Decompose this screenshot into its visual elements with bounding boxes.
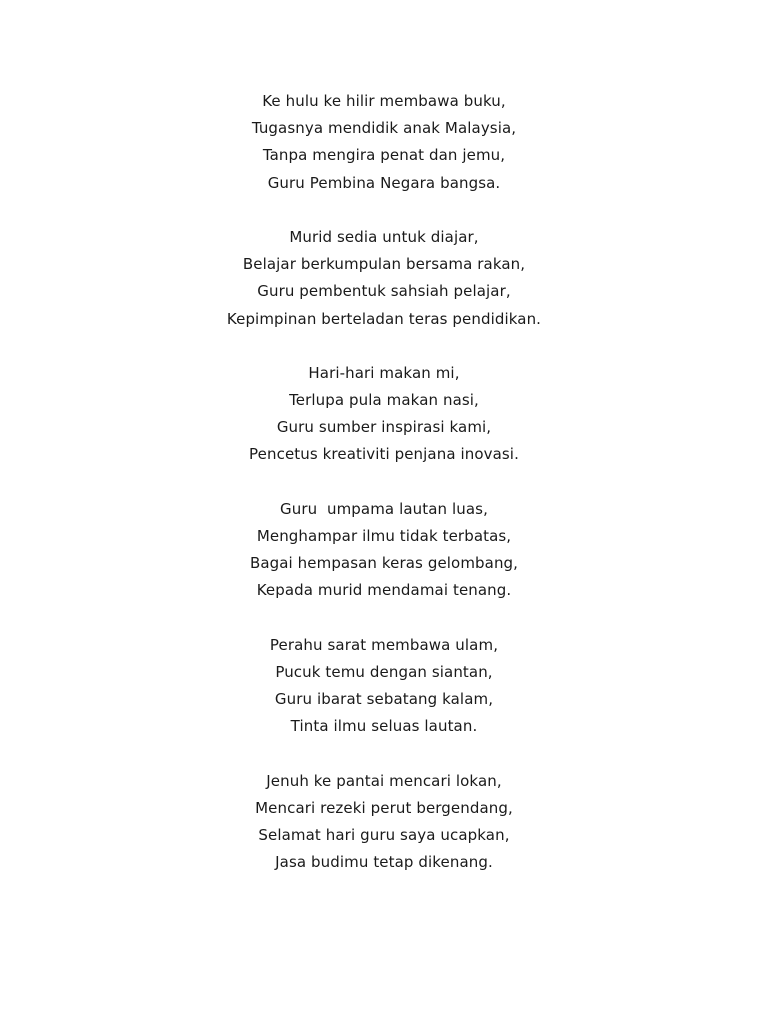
poem <box>0 88 768 904</box>
poem-line: Pencetus kreativiti penjana inovasi. <box>249 445 519 464</box>
poem-line: Guru pembentuk sahsiah pelajar, <box>257 282 511 301</box>
poem-line: Guru sumber inspirasi kami, <box>276 418 492 437</box>
poem-line: Kepimpinan berteladan teras pendidikan. <box>226 309 542 328</box>
poem-line: Mencari rezeki perut bergendang, <box>255 798 513 817</box>
stanza-5 <box>0 632 768 741</box>
stanza-2 <box>0 224 768 333</box>
poem-line: Pucuk temu dengan siantan, <box>275 662 493 681</box>
stanza-1 <box>0 88 768 197</box>
poem-line: Ke hulu ke hilir membawa buku, <box>262 92 506 110</box>
poem-line: Bagai hempasan keras gelombang, <box>249 554 519 573</box>
stanza-4 <box>0 496 768 605</box>
poem-line: Tinta ilmu seluas lautan. <box>290 717 478 736</box>
poem-line: Jenuh ke pantai mencari lokan, <box>266 771 502 790</box>
poem-line: Perahu sarat membawa ulam, <box>269 635 499 654</box>
poem-line: Terlupa pula makan nasi, <box>289 391 479 410</box>
poem-line: Jasa budimu tetap dikenang. <box>275 853 493 872</box>
poem-line: Guru ibarat sebatang kalam, <box>274 690 494 709</box>
stanza-6 <box>0 768 768 877</box>
poem-line: Tugasnya mendidik anak Malaysia, <box>251 119 517 138</box>
poem-line: Tanpa mengira penat dan jemu, <box>262 146 506 165</box>
poem-line: Guru umpama lautan luas, <box>280 499 488 518</box>
poem-line: Guru Pembina Negara bangsa. <box>267 173 501 192</box>
poem-line: Kepada murid mendamai tenang. <box>256 581 512 600</box>
poem-line: Belajar berkumpulan bersama rakan, <box>242 255 526 274</box>
poem-line: Menghampar ilmu tidak terbatas, <box>256 527 512 545</box>
poem-line: Hari-hari makan mi, <box>308 363 460 382</box>
poem-line: Selamat hari guru saya ucapkan, <box>258 826 510 845</box>
poem-line: Murid sedia untuk diajar, <box>289 227 479 246</box>
stanza-3 <box>0 360 768 469</box>
